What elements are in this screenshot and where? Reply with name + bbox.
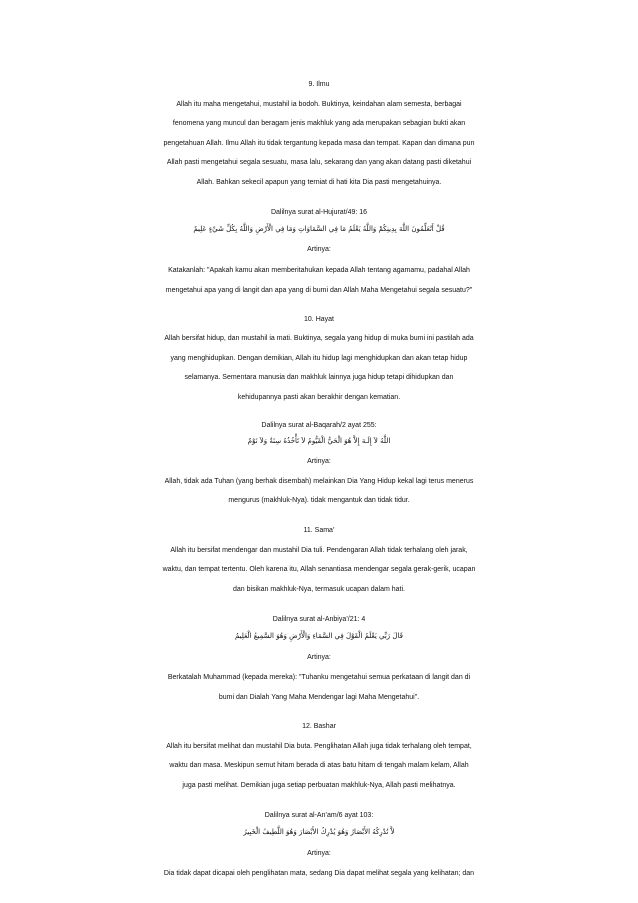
paragraph-line: Allah itu maha mengetahui, mustahil ia bodoh. Buktinya, keindahan alam semesta, berbagai — [176, 101, 462, 108]
artinya-label: Artinya: — [307, 654, 331, 661]
arabic-verse: قَالَ رَبِّي يَعْلَمُ الْقَوْلَ فِي السَّمَاءِ وَالْأَرْضِ وَهُوَ السَّمِيعُ الْعَلِيمُ — [235, 632, 403, 640]
artinya-label: Artinya: — [307, 850, 331, 857]
section-heading: 11. Sama’ — [303, 527, 335, 534]
translation-line: Dia tidak dapat dicapai oleh penglihatan mata, sedang Dia dapat melihat segala yang kelihatan; dan — [163, 870, 475, 877]
paragraph-line: kehidupannya pasti akan berakhir dengan kematian. — [237, 394, 401, 401]
arabic-verse: قُلْ أَتُعَلِّمُونَ اللَّهَ بِدِينِكُمْ وَاللَّهُ يَعْلَمُ مَا فِي السَّمَاوَاتِ وَمَا فِي الْأَرْضِ وَاللَّهُ بِكُلِّ شَيْءٍ عَلِيمٌ — [193, 225, 445, 233]
translation-line: bumi dan Dialah Yang Maha Mendengar lagi Maha Mengetahui". — [218, 694, 420, 701]
paragraph-line: Allah. Bahkan sekecil apapun yang terniat di hati kita Dia pasti mengetahuinya. — [196, 179, 442, 186]
paragraph-line: juga pasti melihat. Demikian juga setiap perbuatan makhluk-Nya, Allah pasti melihatnya. — [182, 782, 456, 789]
translation-line: mengurus (makhluk-Nya). tidak mengantuk dan tidak tidur. — [228, 497, 410, 504]
paragraph-line: yang menghidupkan. Dengan demikian, Allah itu hidup lagi menghidupkan dan akan tetap hidup — [170, 355, 468, 362]
paragraph-line: waktu dan masa. Meskipun semut hitam berada di atas batu hitam di tengah malam kelam, Allah — [169, 762, 469, 769]
paragraph-line: waktu, dan tempat tertentu. Oleh karena itu, Allah senantiasa mendengar segala gerak-gerik, ucapan — [162, 566, 476, 573]
section-heading: 9. Ilmu — [308, 81, 330, 88]
arabic-verse: لاَّ تُدْرِكُهُ الأَبْصَارُ وَهُوَ يُدْرِكُ الأَبْصَارَ وَهُوَ اللَّطِيفُ الْخَبِيرُ — [243, 828, 395, 836]
paragraph-line: Allah bersifat hidup, dan mustahil ia mati. Buktinya, segala yang hidup di muka bumi ini pastilah ada — [164, 335, 474, 342]
dalil-reference: Dalilnya surat al-Anbiya’/21: 4 — [272, 616, 366, 623]
section-heading: 12. Bashar — [302, 723, 336, 730]
dalil-reference: Dalilnya surat al-Baqarah/2 ayat 255: — [261, 422, 377, 429]
paragraph-line: fenomena yang muncul dan beragam jenis makhluk yang ada merupakan sebagian bukti akan — [172, 120, 466, 127]
translation-line: Katakanlah: "Apakah kamu akan memberitahukan kepada Allah tentang agamamu, padahal Allah — [168, 267, 470, 274]
paragraph-line: Allah itu bersifat melihat dan mustahil Dia buta. Penglihatan Allah juga tidak terhalang oleh tempat, — [166, 743, 472, 750]
paragraph-line: Allah itu bersifat mendengar dan mustahil Dia tuli. Pendengaran Allah tidak terhalang oleh jarak, — [170, 547, 468, 554]
translation-line: Berkatalah Muhammad (kepada mereka): "Tuhanku mengetahui semua perkataan di langit dan di — [167, 674, 471, 681]
arabic-verse: اللَّهُ لاَ إِلَـهَ إِلاَّ هُوَ الْحَيُّ الْقَيُّومُ لاَ تَأْخُذُهُ سِنَةٌ وَلاَ نَوْمٌ — [247, 437, 391, 445]
translation-line: mengetahui apa yang di langit dan apa yang di bumi dan Allah Maha Mengetahui segala sesuatu?" — [165, 287, 473, 294]
paragraph-line: selamanya. Sementara manusia dan makhluk lainnya juga hidup tetapi dihidupkan dan — [184, 374, 454, 381]
dalil-reference: Dalilnya surat al-Hujurat/49: 16 — [270, 209, 368, 216]
artinya-label: Artinya: — [307, 458, 331, 465]
paragraph-line: Allah pasti mengetahui segala sesuatu, masa lalu, sekarang dan yang akan datang pasti diketahui — [166, 159, 472, 166]
paragraph-line: dan bisikan makhluk-Nya, termasuk ucapan dalam hati. — [233, 586, 405, 593]
translation-line: Allah, tidak ada Tuhan (yang berhak disembah) melainkan Dia Yang Hidup kekal lagi terus menerus — [164, 478, 474, 485]
artinya-label: Artinya: — [307, 246, 331, 253]
paragraph-line: pengetahuan Allah. Ilmu Allah itu tidak tergantung kepada masa dan tempat. Kapan dan dimana pun — [163, 140, 475, 147]
dalil-reference: Dalilnya surat al-An’am/6 ayat 103: — [264, 812, 374, 819]
section-heading: 10. Hayat — [304, 316, 334, 323]
